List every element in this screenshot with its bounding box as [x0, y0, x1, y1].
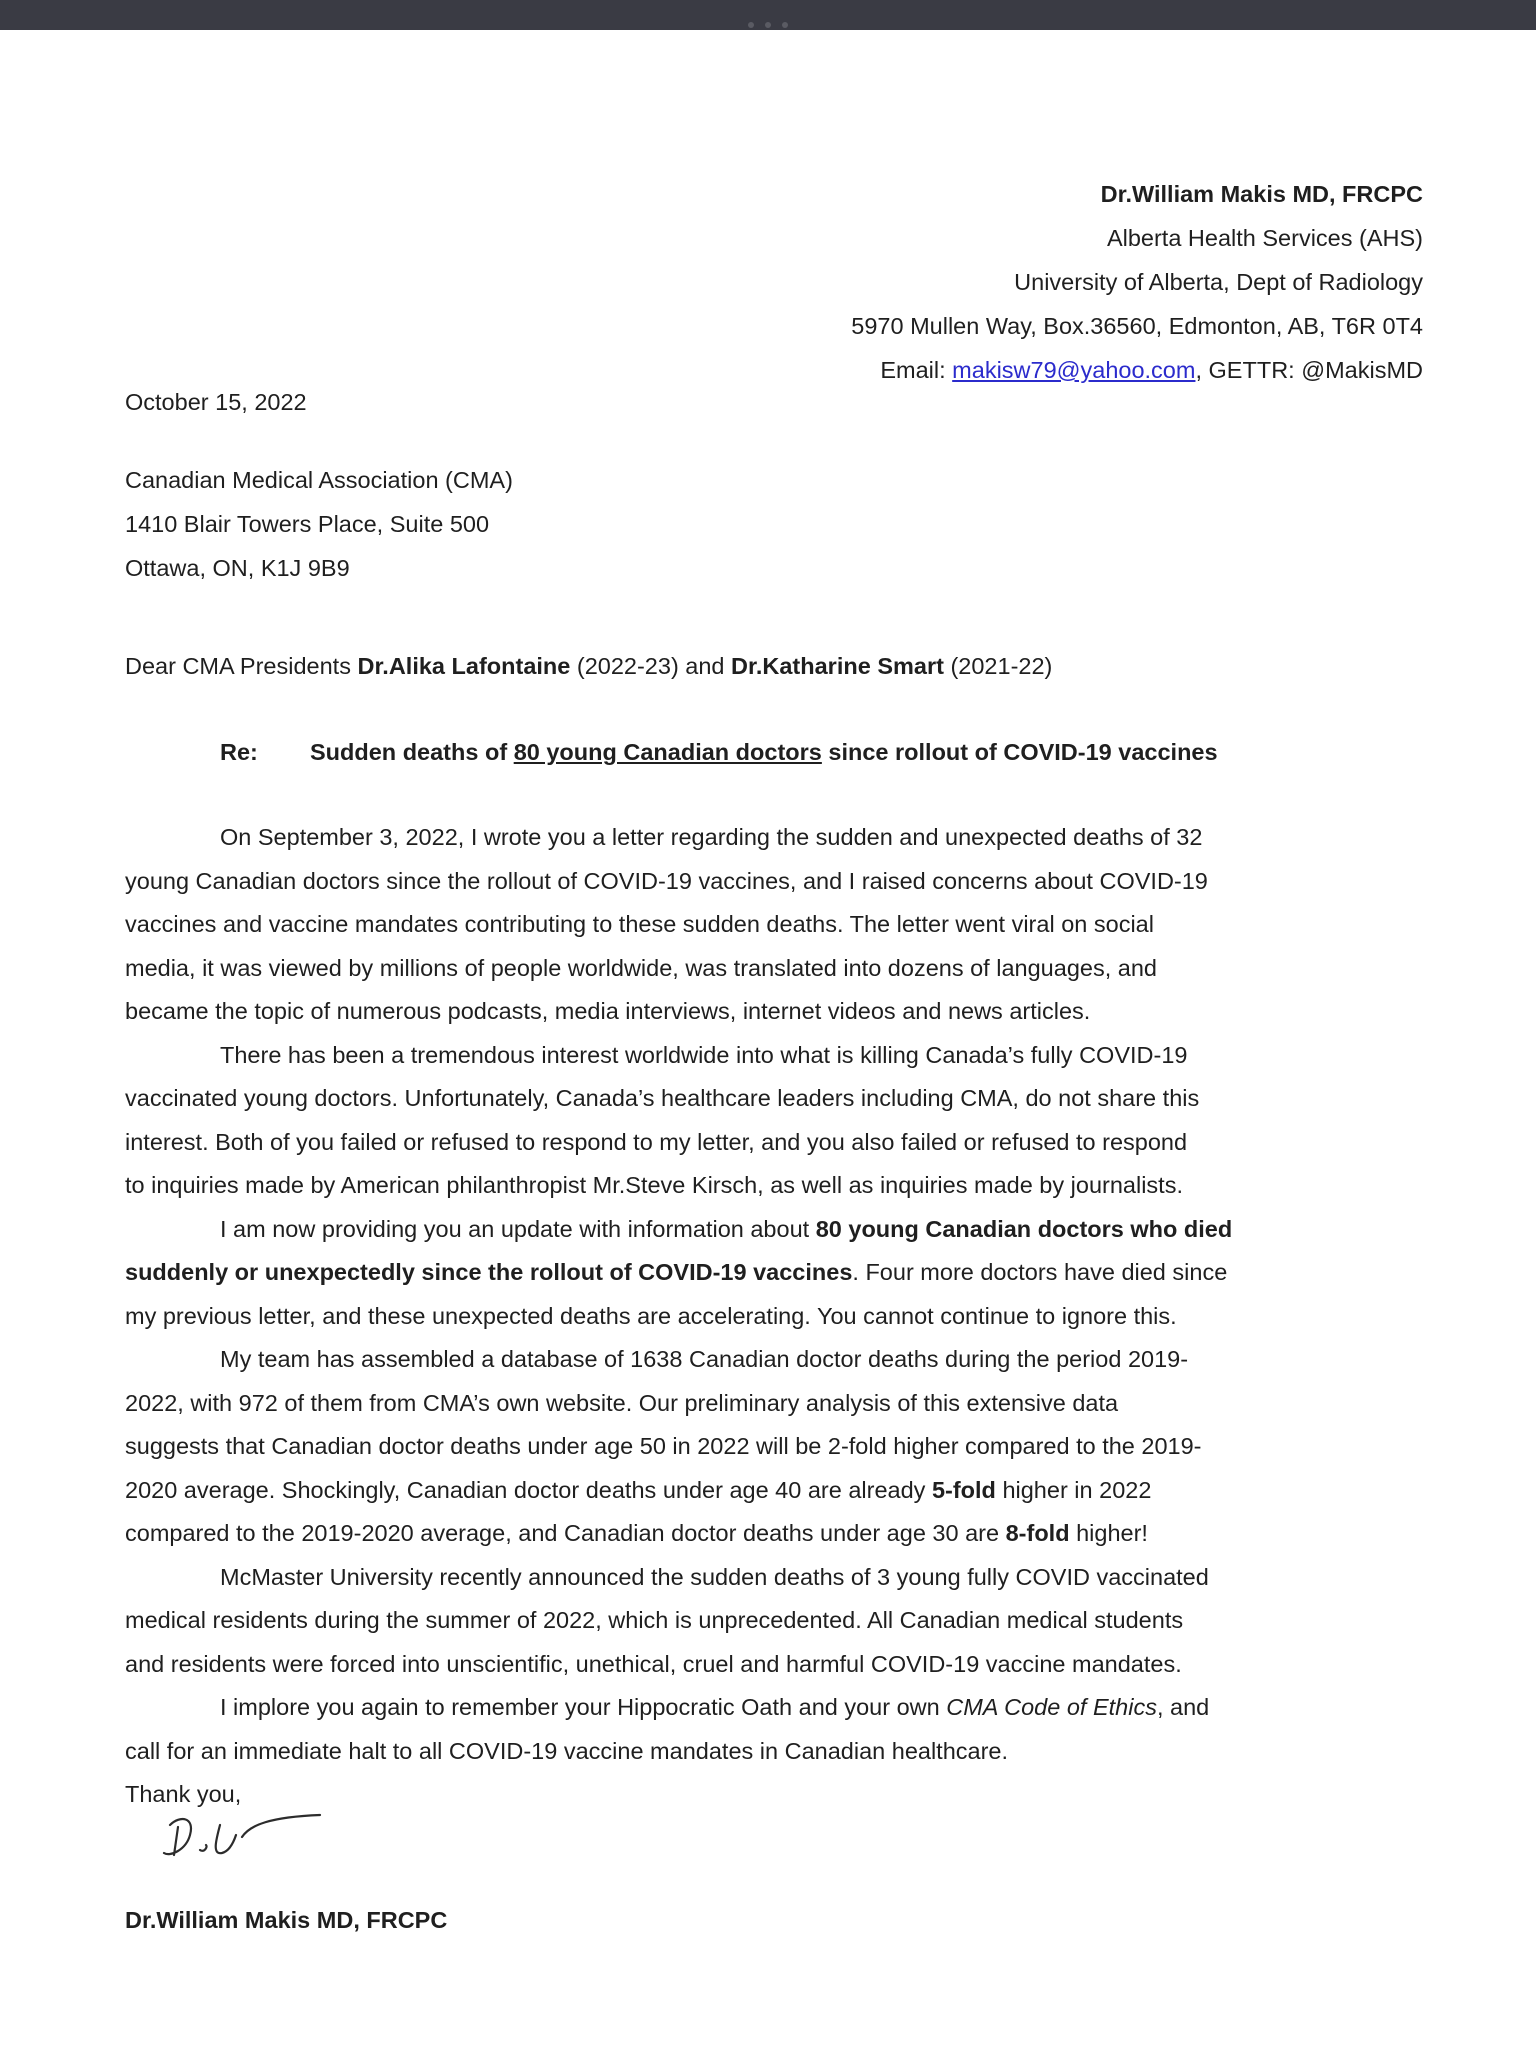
- signer-name: Dr.William Makis MD, FRCPC: [125, 1907, 448, 1933]
- sender-org: Alberta Health Services (AHS): [1106, 225, 1423, 251]
- sender-contact: [851, 348, 1423, 392]
- letter-body: [125, 816, 1425, 1817]
- p3-bold: suddenly or unexpectedly since the rollout of COVID-19 vaccines: [125, 1259, 853, 1285]
- subject-part-1: Sudden deaths of: [310, 739, 514, 765]
- body-line: suggests that Canadian doctor deaths under age 50 in 2022 will be 2-fold higher compared to the 2019-: [125, 1433, 1202, 1459]
- body-line: vaccinated young doctors. Unfortunately, Canada’s healthcare leaders including CMA, do not share this: [125, 1085, 1200, 1111]
- president-2-term: (2021-22): [943, 653, 1053, 679]
- recipient-name: Canadian Medical Association (CMA): [125, 467, 513, 493]
- body-line: interest. Both of you failed or refused to respond to my letter, and you also failed or refused to respond: [125, 1128, 1188, 1155]
- body-line: media, it was viewed by millions of people worldwide, was translated into dozens of languages, and: [125, 954, 1157, 981]
- subject-label: Re:: [220, 739, 258, 765]
- p4-text: compared to the 2019-2020 average, and Canadian doctor deaths under age 30 are: [125, 1520, 1006, 1546]
- body-line: [125, 1512, 1425, 1556]
- salutation: [125, 644, 1052, 688]
- body-line: McMaster University recently announced the sudden deaths of 3 young fully COVID vaccinated: [220, 1563, 1209, 1590]
- recipient-city: Ottawa, ON, K1J 9B9: [125, 555, 350, 581]
- body-line: On September 3, 2022, I wrote you a letter regarding the sudden and unexpected deaths of 32: [220, 824, 1203, 850]
- body-line: My team has assembled a database of 1638 Canadian doctor deaths during the period 2019-: [220, 1346, 1189, 1372]
- handwritten-signature: [150, 1795, 350, 1885]
- president-1-term: (2022-23) and: [570, 653, 732, 679]
- handle-dot: [748, 22, 754, 28]
- p4-text: higher in 2022: [995, 1476, 1152, 1503]
- p6-text: , and: [1156, 1694, 1210, 1720]
- subject-underlined: 80 young Canadian doctors: [513, 739, 822, 765]
- handle-dot: [782, 22, 788, 28]
- sender-block: [851, 172, 1423, 392]
- p3-bold: 80 young Canadian doctors who died: [815, 1215, 1233, 1242]
- body-line: [125, 1686, 1425, 1730]
- p3-text: . Four more doctors have died since: [852, 1259, 1228, 1285]
- body-line: [125, 1469, 1425, 1513]
- body-line: and residents were forced into unscientific, unethical, cruel and harmful COVID-19 vaccine mandates.: [125, 1650, 1182, 1677]
- body-line: young Canadian doctors since the rollout of COVID-19 vaccines, and I raised concerns about COVID-19: [125, 867, 1208, 894]
- letter-page: [0, 30, 1536, 2048]
- p4-text: higher!: [1069, 1520, 1148, 1546]
- sender-address: 5970 Mullen Way, Box.36560, Edmonton, AB, T6R 0T4: [851, 313, 1423, 339]
- subject-part-2: since rollout of COVID-19 vaccines: [821, 739, 1218, 765]
- drag-handle[interactable]: [748, 22, 788, 28]
- p4-bold: 5-fold: [931, 1476, 996, 1503]
- gettr-handle: , GETTR: @MakisMD: [1195, 357, 1423, 383]
- p6-text: I implore you again to remember your Hippocratic Oath and your own: [220, 1694, 947, 1720]
- body-line: [125, 1208, 1425, 1252]
- body-line: vaccines and vaccine mandates contributing to these sudden deaths. The letter went viral on social: [125, 911, 1154, 937]
- subject-line: [220, 730, 1218, 774]
- top-bar: [0, 0, 1536, 30]
- salutation-prefix: Dear CMA Presidents: [125, 653, 358, 679]
- sender-dept: University of Alberta, Dept of Radiology: [1014, 269, 1423, 295]
- handle-dot: [765, 22, 771, 28]
- body-line: 2022, with 972 of them from CMA’s own website. Our preliminary analysis of this extensive data: [125, 1389, 1119, 1416]
- body-line: There has been a tremendous interest worldwide into what is killing Canada’s fully COVID-19: [220, 1041, 1188, 1068]
- body-line: became the topic of numerous podcasts, media interviews, internet videos and news articles.: [125, 998, 1091, 1024]
- letter-date: October 15, 2022: [125, 389, 307, 415]
- body-line: to inquiries made by American philanthropist Mr.Steve Kirsch, as well as inquiries made by journalists.: [125, 1172, 1183, 1198]
- recipient-street: 1410 Blair Towers Place, Suite 500: [125, 511, 490, 537]
- closing: Thank you,: [125, 1781, 242, 1807]
- body-line: my previous letter, and these unexpected deaths are accelerating. You cannot continue to ignore this.: [125, 1302, 1177, 1329]
- president-2-name: Dr.Katharine Smart: [731, 653, 944, 679]
- email-link[interactable]: makisw79@yahoo.com: [952, 357, 1196, 383]
- p3-text: I am now providing you an update with information about: [220, 1215, 816, 1242]
- sender-name: Dr.William Makis MD, FRCPC: [1100, 181, 1423, 207]
- recipient-block: [125, 458, 513, 590]
- body-line: medical residents during the summer of 2022, which is unprecedented. All Canadian medical students: [125, 1607, 1184, 1633]
- email-label: Email:: [880, 357, 953, 383]
- body-line: call for an immediate halt to all COVID-19 vaccine mandates in Canadian healthcare.: [125, 1737, 1009, 1764]
- p4-text: 2020 average. Shockingly, Canadian doctor deaths under age 40 are already: [125, 1476, 932, 1503]
- p4-bold: 8-fold: [1005, 1520, 1070, 1546]
- president-1-name: Dr.Alika Lafontaine: [357, 653, 571, 679]
- body-line: [125, 1251, 1425, 1295]
- p6-italic: CMA Code of Ethics: [946, 1694, 1157, 1720]
